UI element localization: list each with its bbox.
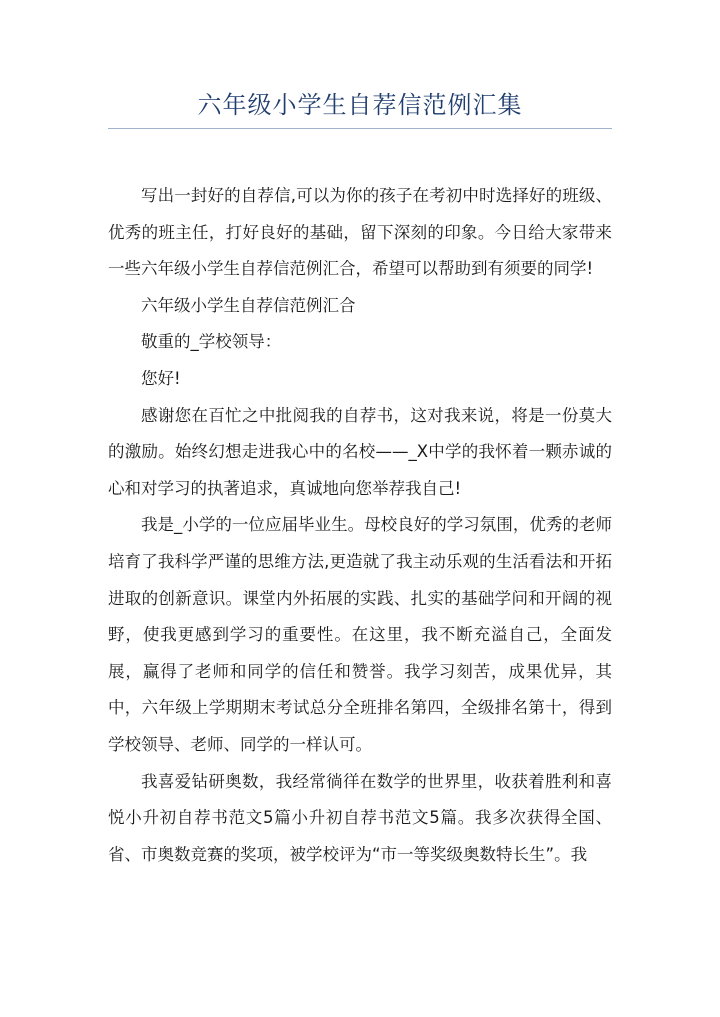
body-paragraph-2: 我是_小学的一位应届毕业生。母校良好的学习氛围，优秀的老师培育了我科学严谨的思维方法,更造就了我主动乐观的生活看法和开拓进取的创新意识。课堂内外拓展的实践、扎实的基础学问和开阔的视野，使我更感到学习的重要性。在这里，我不断充溢自己，全面发展，赢得了老师和同学的信任和赞誉。我学习刻苦，成果优异，其中，六年级上学期期末考试总分全班排名第四，全级排名第十，得到学校领导、老师、同学的一样认可。 <box>108 515 612 754</box>
title-divider <box>108 128 612 129</box>
greeting: 您好! <box>141 368 181 388</box>
document-body <box>108 178 612 873</box>
body-paragraph-1: 感谢您在百忙之中批阅我的自荐书，这对我来说，将是一份莫大的激励。始终幻想走进我心中的名校——_X中学的我怀着一颗赤诚的心和对学习的执著追求，真诚地向您举荐我自己! <box>108 405 612 498</box>
salutation: 敬重的_学校领导： <box>141 332 282 352</box>
body-paragraph-3: 我喜爱钻研奥数，我经常徜徉在数学的世界里，收获着胜利和喜悦小升初自荐书范文5篇小升初自荐书范文5篇。我多次获得全国、省、市奥数竞赛的奖项，被学校评为“市一等奖级奥数特长生”。我 <box>108 771 612 864</box>
document-title: 六年级小学生自荐信范例汇集 <box>197 91 523 119</box>
section-subtitle: 六年级小学生自荐信范例汇合 <box>141 295 356 315</box>
intro-paragraph: 写出一封好的自荐信,可以为你的孩子在考初中时选择好的班级、优秀的班主任，打好良好的基础，留下深刻的印象。今日给大家带来一些六年级小学生自荐信范例汇合，希望可以帮助到有须要的同学! <box>108 186 612 279</box>
